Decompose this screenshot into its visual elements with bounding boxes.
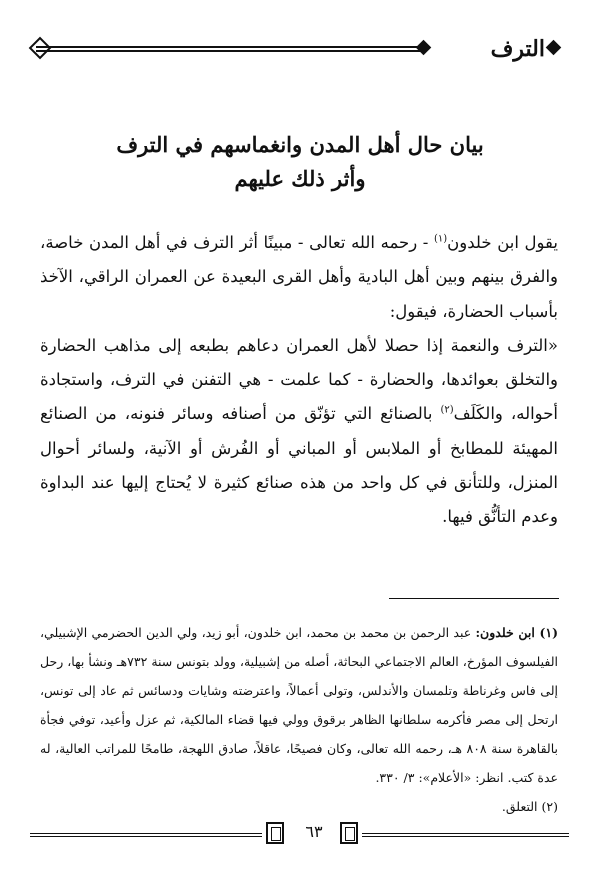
header-rule (36, 46, 424, 52)
chapter-heading-line-1: بيان حال أهل المدن وانغماسهم في الترف (116, 132, 484, 157)
footnote-ref-1[interactable]: (١) (433, 233, 448, 245)
page-number: ٦٣ (305, 822, 323, 841)
header-diamond-icon (546, 40, 562, 56)
footer-rule-right (362, 833, 569, 837)
footer-book-icon (340, 822, 358, 844)
paragraph-2-rest: بالصنائع التي تؤنّق من أصنافه وسائر فنونه، من الصنائع المهيئة للمطابخ أو الملابس أو المباني أو الفُرش أو الآنية، ولسائر أحوال المنزل، وللتأنق في كل واحد من هذه صنائع كثيرة لا يُحتاج إليها عند البداوة وعدم التأنُّق فيها. (40, 404, 558, 527)
footnote-2: (٢) التعلق. (501, 799, 558, 814)
paragraph-1-rest: - رحمه الله تعالى - مبينًا أثر الترف في أهل المدن خاصة، والفرق بينهم وبين أهل البادية وأهل القرى البعيدة عن العمران الراقي، الآخذ بأسباب الحضارة، فيقول: (40, 233, 558, 321)
footnote-ref-2[interactable]: (٢) (440, 404, 454, 416)
running-header-title: الترف (490, 36, 545, 62)
chapter-heading-line-2: وأثر ذلك عليهم (234, 166, 366, 191)
paragraph-1 (40, 226, 558, 329)
paragraph-2-quote (40, 329, 558, 535)
running-header (36, 34, 563, 64)
paragraph-1-start: يقول ابن خلدون (447, 233, 558, 252)
footer-rule-left (30, 833, 262, 837)
paragraph-2-start: «الترف والنعمة إذا حصلا لأهل العمران دعاهم بطبعه إلى مذاهب الحضارة والتخلق بعوائدها، والحضارة - كما علمت - هي التفنن في الترف، واستجادة أحواله، والكَلَف (40, 335, 558, 424)
footnotes (40, 618, 558, 821)
header-ornament-left-icon (29, 37, 52, 60)
chapter-heading (60, 128, 540, 196)
body-text (40, 226, 558, 535)
footnote-1-text: عبد الرحمن بن محمد بن محمد، ابن خلدون، أبو زيد، ولي الدين الحضرمي الإشبيلي، الفيلسوف المؤرخ، العالم الاجتماعي البحاثة، أصله من إشبيلية، وولد بتونس سنة ٧٣٢هـ ونشأ بها، رحل إلى فاس وغرناطة وتلمسان والأندلس، وتولى أعمالاً، واعترضته وشايات ودسائس ثم عاد إلى تونس، ارتحل إلى مصر فأكرمه سلطانها الظاهر برقوق وولي فيها قضاء المالكية، ثم عزل وأعيد، توفي فجأة بالقاهرة سنة ٨٠٨ هـ، رحمه الله تعالى، وكان فصيحًا، عاقلاً، صادق اللهجة، طامحًا للمراتب العالية، له عدة كتب. انظر: «الأعلام»: ٣/ ٣٣٠. (40, 625, 558, 785)
footnote-1 (40, 618, 558, 792)
footnote-1-lead: (١) ابن خلدون: (475, 625, 559, 640)
page-footer (30, 820, 569, 850)
header-diamond-icon (416, 40, 432, 56)
footnote-separator (389, 598, 559, 599)
footer-book-icon (266, 822, 284, 844)
